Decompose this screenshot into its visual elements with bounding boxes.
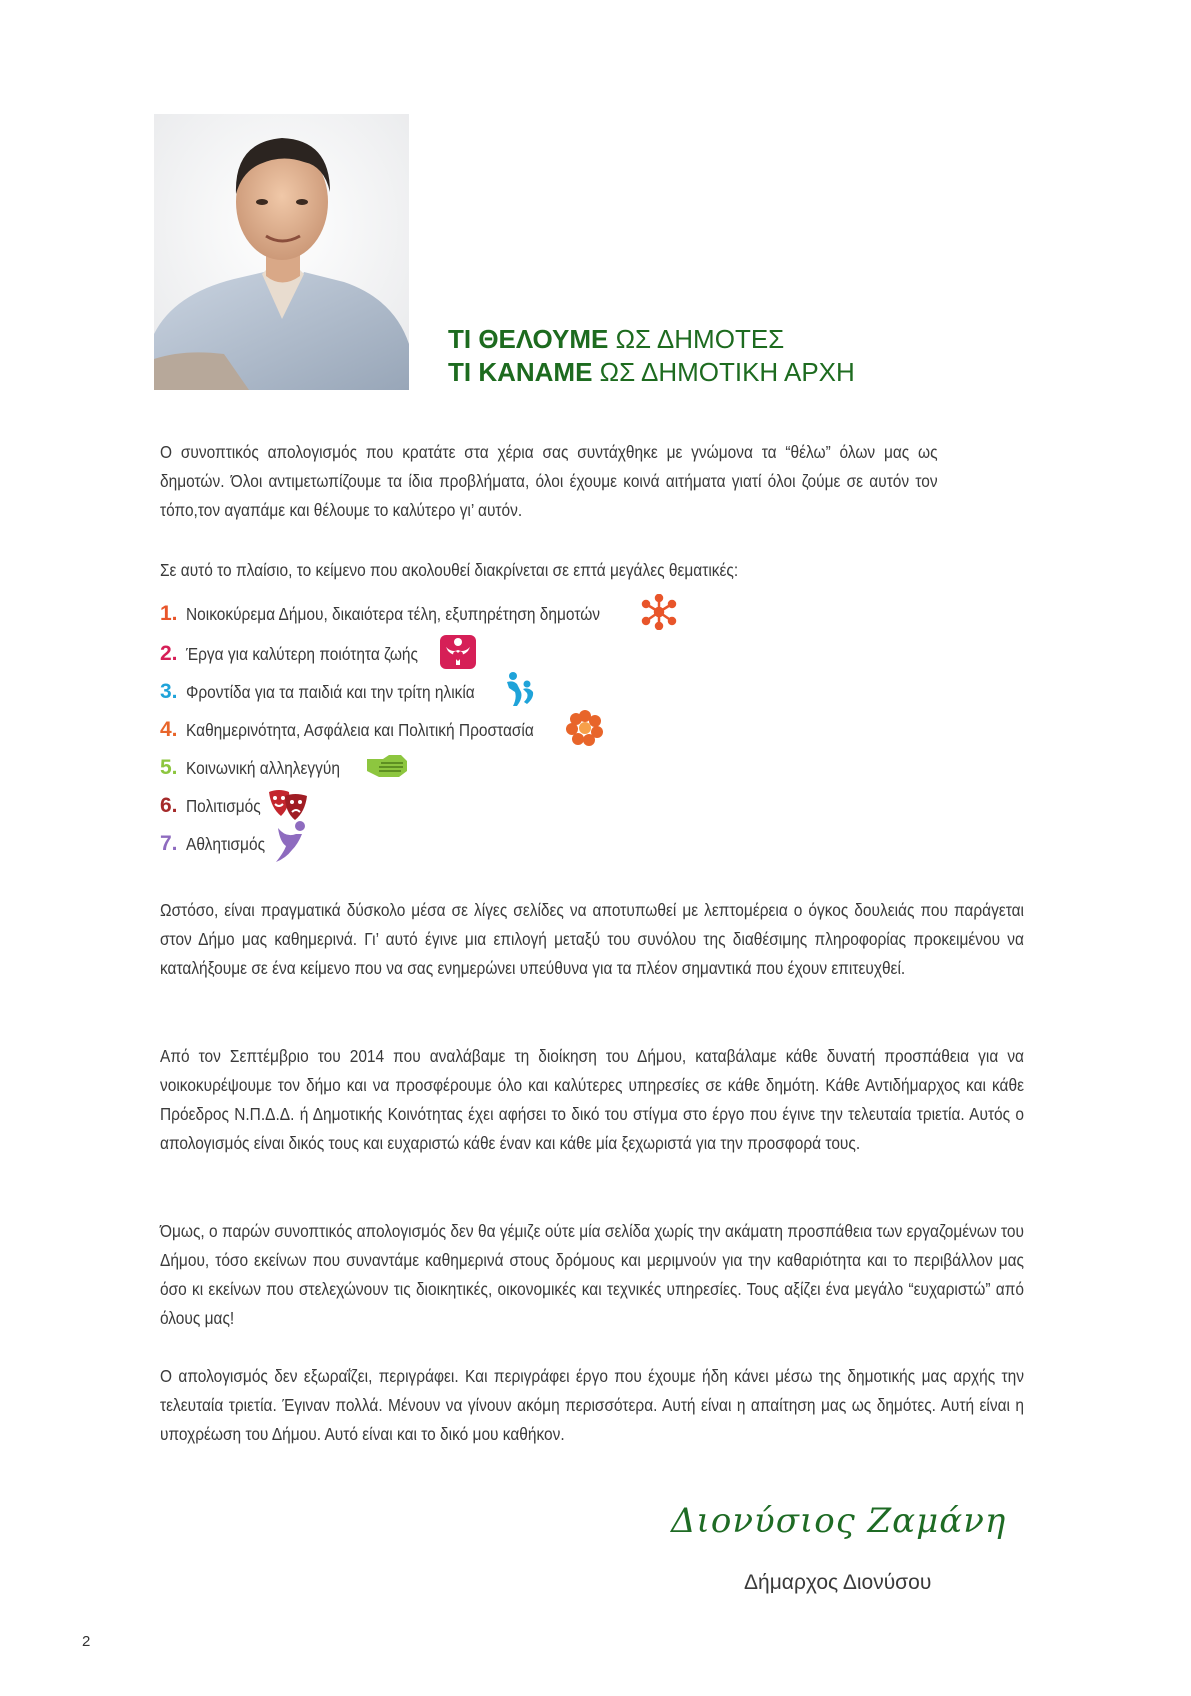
theme-number: 5. <box>160 756 178 779</box>
theme-label: Καθημερινότητα, Ασφάλεια και Πολιτική Προστασία <box>186 719 534 740</box>
theme-number: 6. <box>160 794 178 817</box>
theme-item-4 <box>160 712 604 748</box>
theme-number: 2. <box>160 642 178 665</box>
page-heading <box>448 323 855 389</box>
theme-label: Κοινωνική αλληλεγγύη <box>186 757 340 778</box>
theme-label: Αθλητισμός <box>186 833 266 854</box>
theme-number: 7. <box>160 832 178 855</box>
flower-icon <box>566 709 604 752</box>
theme-item-7 <box>160 826 310 862</box>
handshake-icon <box>365 751 409 786</box>
theme-item-5 <box>160 750 409 786</box>
page-number: 2 <box>82 1633 91 1650</box>
theme-number: 4. <box>160 718 178 741</box>
athlete-icon <box>272 820 310 869</box>
theme-label: Φροντίδα για τα παιδιά και την τρίτη ηλικία <box>186 681 475 702</box>
theme-label: Νοικοκύρεμα Δήμου, δικαιότερα τέλη, εξυπηρέτηση δημοτών <box>186 603 601 624</box>
theme-item-2 <box>160 636 478 672</box>
body-paragraph-1: Ωστόσο, είναι πραγματικά δύσκολο μέσα σε λίγες σελίδες να αποτυπωθεί με λεπτομέρεια ο όγκος δουλειάς που παράγεται στον Δήμο μας καθημερινά. Γι’ αυτό έγινε μια επιλογή μεταξύ του συνόλου της διαθέσιμης πληροφορίας προκειμένου να καταλήξουμε σε ένα κείμενο που να σας ενημερώνει υπεύθυνα για τα πλέον σημαντικά που έχουν επιτευχθεί. <box>160 900 1024 978</box>
body-paragraph-4: Ο απολογισμός δεν εξωραΐζει, περιγράφει. Και περιγράφει έργο που έχουμε ήδη κάνει μέσω της δημοτικής μας αρχής την τελευταία τριετία. Έγιναν πολλά. Μένουν να γίνουν ακόμη περισσότερα. Αυτή είναι η απαίτηση μας ως δημότες. Αυτή είναι η υποχρέωση του Δήμου. Αυτό είναι και το δικό μου καθήκον. <box>160 1366 1024 1444</box>
theme-number: 3. <box>160 680 178 703</box>
parent-child-icon <box>501 670 537 715</box>
heading-line-2: ΤΙ ΚΑΝΑΜΕ ΩΣ ΔΗΜΟΤΙΚΗ ΑΡΧΗ <box>448 357 855 387</box>
theme-label: Πολιτισμός <box>186 795 261 816</box>
body-paragraph-2: Από τον Σεπτέμβριο του 2014 που αναλάβαμε τη διοίκηση του Δήμου, καταβάλαμε κάθε δυνατή προσπάθεια για να νοικοκυρέψουμε τον δήμο και να προσφέρουμε όλο και καλύτερες υπηρεσίες σε κάθε δημότη. Κάθε Αντιδήμαρχος και κάθε Πρόεδρος Ν.Π.Δ.Δ. ή Δημοτικής Κοινότητας έχει αφήσει το δικό του στίγμα στο έργο που έγινε την τελευταία τριετία. Αυτός ο απολογισμός είναι δικός τους και ευχαριστώ κάθε έναν και κάθε μία ξεχωριστά για την προσφορά τους. <box>160 1046 1024 1153</box>
heading-line-1: ΤΙ ΘΕΛΟΥΜΕ ΩΣ ΔΗΜΟΤΕΣ <box>448 324 785 354</box>
theme-label: Έργα για καλύτερη ποιότητα ζωής <box>186 643 418 664</box>
theme-item-1 <box>160 596 678 632</box>
intro-paragraph: Ο συνοπτικός απολογισμός που κρατάτε στα χέρια σας συντάχθηκε με γνώμονα τα “θέλω” όλων μας ως δημοτών. Όλοι αντιμετωπίζουμε τα ίδια προβλήματα, όλοι έχουμε κοινά αιτήματα γιατί όλοι ζούμε σε αυτόν τον τόπο,τον αγαπάμε και θέλουμε το καλύτερο γι’ αυτόν. <box>160 442 938 520</box>
handwritten-signature <box>667 1490 1007 1555</box>
network-icon <box>640 594 678 635</box>
signer-title: Δήμαρχος Διονύσου <box>744 1571 932 1594</box>
heart-person-icon <box>438 633 478 676</box>
themes-lead: Σε αυτό το πλαίσιο, το κείμενο που ακολουθεί διακρίνεται σε επτά μεγάλες θεματικές: <box>160 560 739 580</box>
svg-text:Διονύσιος Ζαμάνης: Διονύσιος Ζαμάνης <box>671 1501 1007 1541</box>
mayor-portrait-photo <box>154 114 409 390</box>
theme-item-3 <box>160 674 537 710</box>
body-paragraph-3: Όμως, ο παρών συνοπτικός απολογισμός δεν θα γέμιζε ούτε μία σελίδα χωρίς την ακάματη προσπάθεια των εργαζομένων του Δήμου, τόσο εκείνων που συναντάμε καθημερινά στους δρόμους και μεριμνούν για την καθαριότητα και το περιβάλλον μας όσο κι εκείνων που στελεχώνουν τις διοικητικές, οικονομικές και τεχνικές υπηρεσίες. Τους αξίζει ένα μεγάλο “ευχαριστώ” από όλους μας! <box>160 1221 1024 1328</box>
theme-number: 1. <box>160 602 178 625</box>
